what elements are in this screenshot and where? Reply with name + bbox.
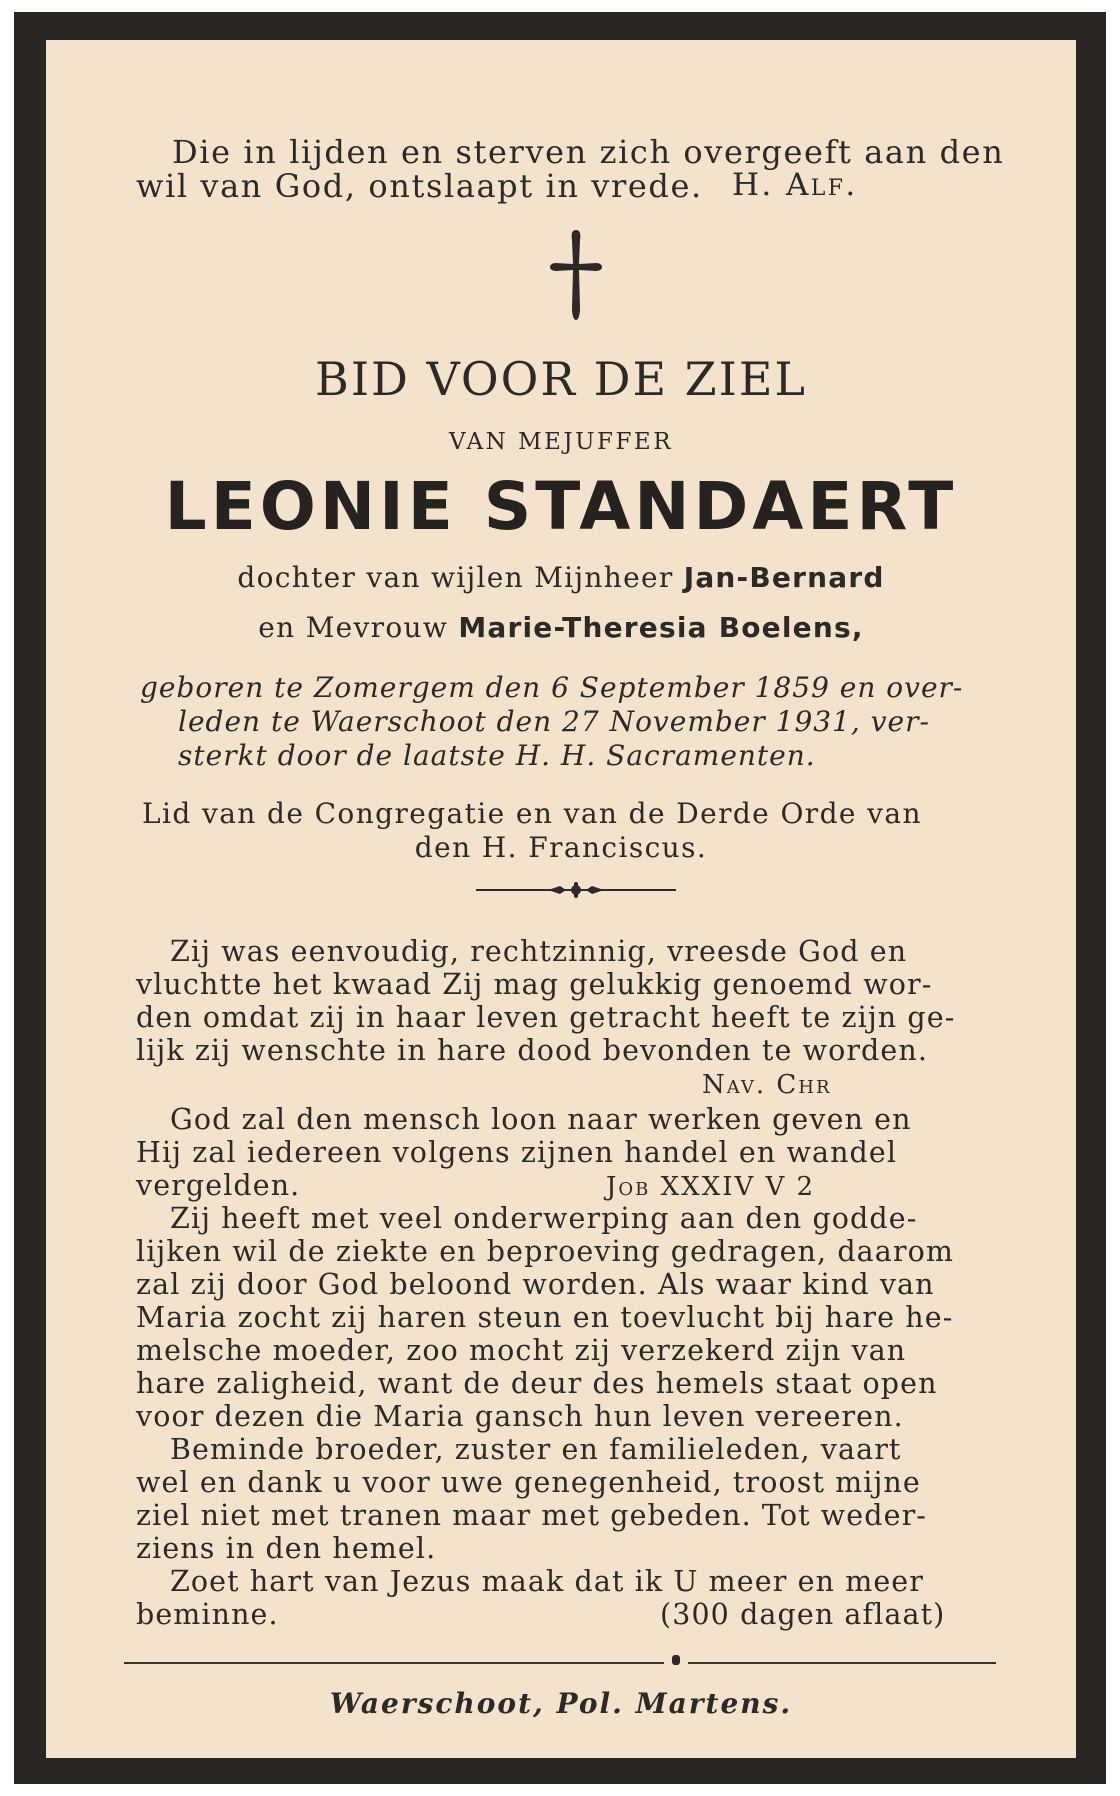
body-line: lijken wil de ziekte en beproeving gedragen, daarom — [136, 1235, 954, 1268]
body-line: Zij heeft met veel onderwerping aan den godde- — [170, 1202, 918, 1235]
membership-line-2: den H. Franciscus. — [414, 831, 708, 864]
prayer-heading: BID VOOR DE ZIEL — [315, 352, 807, 406]
mother-prefix: en Mevrouw — [258, 611, 459, 644]
body-line: zal zij door God beloond worden. Als waar kind van — [136, 1268, 935, 1301]
birth-line-1: geboren te Zomergem den 6 September 1859 en over- — [140, 671, 964, 704]
motto-line-1: Die in lijden en sterven zich overgeeft aan den — [172, 133, 1005, 171]
body-line: Beminde broeder, zuster en familieleden, vaart — [170, 1433, 902, 1466]
body-line: Zij was eenvoudig, rechtzinnig, vreesde God en — [170, 935, 908, 968]
body-line: melsche moeder, zoo mocht zij verzekerd zijn van — [136, 1334, 907, 1367]
father-name: Jan-Bernard — [683, 561, 885, 594]
scripture-ref-job: Job XXXIV V 2 — [606, 1172, 816, 1202]
miss-label: VAN MEJUFFER — [448, 429, 674, 455]
body-line: ziel niet met tranen maar met gebeden. Tot weder- — [136, 1499, 928, 1532]
scripture-ref-nav-chr: Nav. Chr — [702, 1070, 832, 1100]
body-line: God zal den mensch loon naar werken geven en — [170, 1103, 912, 1136]
cross-icon — [546, 228, 606, 322]
bottom-rule-right — [688, 1662, 996, 1664]
motto-line-2: wil van God, ontslaapt in vrede. — [136, 167, 703, 205]
body-line: den omdat zij in haar leven getracht heeft te zijn ge- — [136, 1001, 956, 1034]
body-line: vergelden. — [136, 1169, 301, 1202]
membership-line-1: Lid van de Congregatie en van de Derde Orde van — [142, 797, 922, 830]
body-line: vluchtte het kwaad Zij mag gelukkig genoemd wor- — [136, 968, 933, 1001]
body-line: hare zaligheid, want de deur des hemels staat open — [136, 1367, 938, 1400]
memorial-card — [14, 12, 1106, 1784]
body-line: ziens in den hemel. — [136, 1532, 437, 1565]
body-line: Hij zal iedereen volgens zijnen handel en wandel — [136, 1136, 898, 1169]
body-line: lijk zij wenschte in hare dood bevonden te worden. — [136, 1034, 928, 1067]
rule-dot — [672, 1655, 680, 1665]
mother-line — [46, 611, 1076, 644]
body-line: beminne. — [136, 1598, 279, 1631]
card-paper — [46, 40, 1076, 1758]
father-prefix: dochter van wijlen Mijnheer — [237, 561, 684, 594]
bottom-rule-left — [124, 1662, 664, 1664]
deceased-name: LEONIE STANDAERT — [164, 468, 958, 545]
indulgence-note: (300 dagen aflaat) — [660, 1598, 946, 1631]
body-line: Zoet hart van Jezus maak dat ik U meer en meer — [170, 1565, 924, 1598]
ornament-divider — [476, 880, 676, 900]
body-line: wel en dank u voor uwe genegenheid, troost mijne — [136, 1466, 921, 1499]
printer-imprint: Waerschoot, Pol. Martens. — [329, 1687, 793, 1720]
body-line: voor dezen die Maria gansch hun leven vereeren. — [136, 1400, 904, 1433]
mother-name: Marie-Theresia Boelens, — [458, 611, 864, 644]
birth-line-2: leden te Waerschoot den 27 November 1931, ver- — [178, 705, 930, 738]
birth-line-3: sterkt door de laatste H. H. Sacramenten. — [178, 739, 816, 772]
father-line — [46, 561, 1076, 594]
body-line: Maria zocht zij haren steun en toevlucht bij hare he- — [136, 1301, 954, 1334]
motto-author: H. Alf. — [732, 167, 858, 203]
